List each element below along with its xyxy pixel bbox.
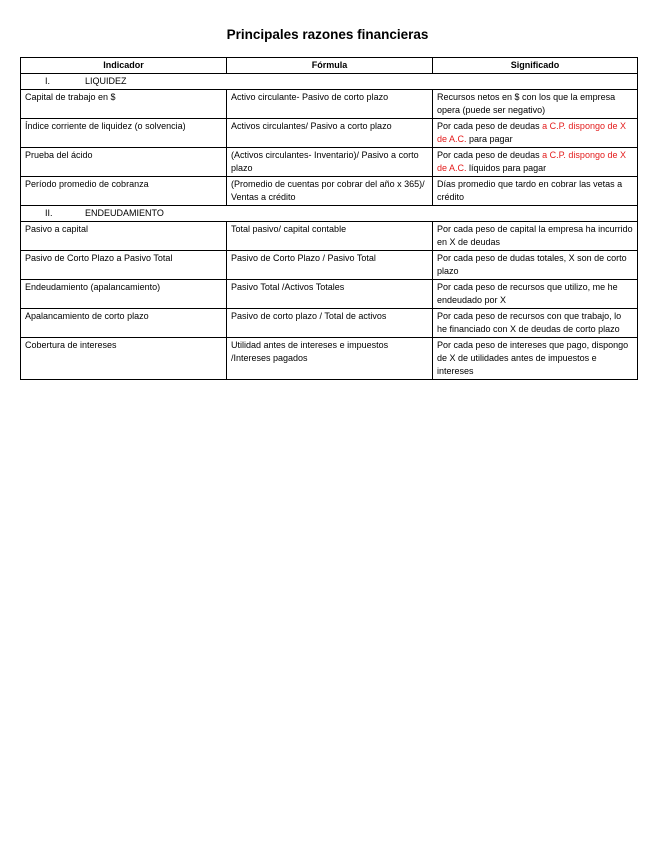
significado-text: Por cada peso de deudas (437, 121, 543, 131)
column-header-formula: Fórmula (227, 58, 433, 74)
column-header-indicador: Indicador (21, 58, 227, 74)
table-row (21, 251, 638, 280)
significado-cell: Por cada peso de recursos con que trabajo, lo he financiado con X de deudas de corto plazo (433, 309, 638, 338)
formula-cell: Activos circulantes/ Pasivo a corto plazo (227, 119, 433, 148)
section-heading (21, 206, 638, 222)
significado-cell: Recursos netos en $ con los que la empresa opera (puede ser negativo) (433, 90, 638, 119)
formula-cell: Pasivo de Corto Plazo / Pasivo Total (227, 251, 433, 280)
significado-text: para pagar (466, 134, 513, 144)
significado-cell (433, 148, 638, 177)
section-number: I. (45, 76, 51, 86)
highlighted-text: a C.P. dispongo de X de A.C. (437, 150, 626, 173)
section-row-endeudamiento (21, 206, 638, 222)
formula-cell: Pasivo Total /Activos Totales (227, 280, 433, 309)
ratios-table (20, 57, 638, 380)
table-header-row (21, 58, 638, 74)
formula-cell: Utilidad antes de intereses e impuestos /Intereses pagados (227, 338, 433, 380)
indicador-cell: Apalancamiento de corto plazo (21, 309, 227, 338)
formula-cell: (Promedio de cuentas por cobrar del año x 365)/ Ventas a crédito (227, 177, 433, 206)
table-row (21, 148, 638, 177)
formula-cell: (Activos circulantes- Inventario)/ Pasivo a corto plazo (227, 148, 433, 177)
indicador-cell: Capital de trabajo en $ (21, 90, 227, 119)
page-title: Principales razones financieras (226, 27, 429, 42)
indicador-cell: Endeudamiento (apalancamiento) (21, 280, 227, 309)
section-name: LIQUIDEZ (85, 76, 127, 86)
significado-cell: Días promedio que tardo en cobrar las vetas a crédito (433, 177, 638, 206)
significado-text: líquidos para pagar (466, 163, 547, 173)
indicador-cell: Prueba del ácido (21, 148, 227, 177)
section-number: II. (45, 208, 53, 218)
table-row (21, 119, 638, 148)
indicador-cell: Pasivo de Corto Plazo a Pasivo Total (21, 251, 227, 280)
indicador-cell: Pasivo a capital (21, 222, 227, 251)
indicador-cell: Índice corriente de liquidez (o solvencia) (21, 119, 227, 148)
table-row (21, 338, 638, 380)
indicador-cell: Período promedio de cobranza (21, 177, 227, 206)
formula-cell: Total pasivo/ capital contable (227, 222, 433, 251)
significado-text: Por cada peso de deudas (437, 150, 543, 160)
table-row (21, 280, 638, 309)
formula-cell: Activo circulante- Pasivo de corto plazo (227, 90, 433, 119)
formula-cell: Pasivo de corto plazo / Total de activos (227, 309, 433, 338)
section-row-liquidez (21, 74, 638, 90)
table-row (21, 222, 638, 251)
section-name: ENDEUDAMIENTO (85, 208, 164, 218)
table-row (21, 90, 638, 119)
table-row (21, 177, 638, 206)
significado-cell: Por cada peso de capital la empresa ha incurrido en X de deudas (433, 222, 638, 251)
column-header-significado: Significado (433, 58, 638, 74)
significado-cell: Por cada peso de intereses que pago, dispongo de X de utilidades antes de impuestos e intereses (433, 338, 638, 380)
significado-cell: Por cada peso de dudas totales, X son de corto plazo (433, 251, 638, 280)
section-heading (21, 74, 638, 90)
significado-cell: Por cada peso de recursos que utilizo, me he endeudado por X (433, 280, 638, 309)
highlighted-text: a C.P. dispongo de X de A.C. (437, 121, 626, 144)
significado-cell (433, 119, 638, 148)
table-row (21, 309, 638, 338)
indicador-cell: Cobertura de intereses (21, 338, 227, 380)
